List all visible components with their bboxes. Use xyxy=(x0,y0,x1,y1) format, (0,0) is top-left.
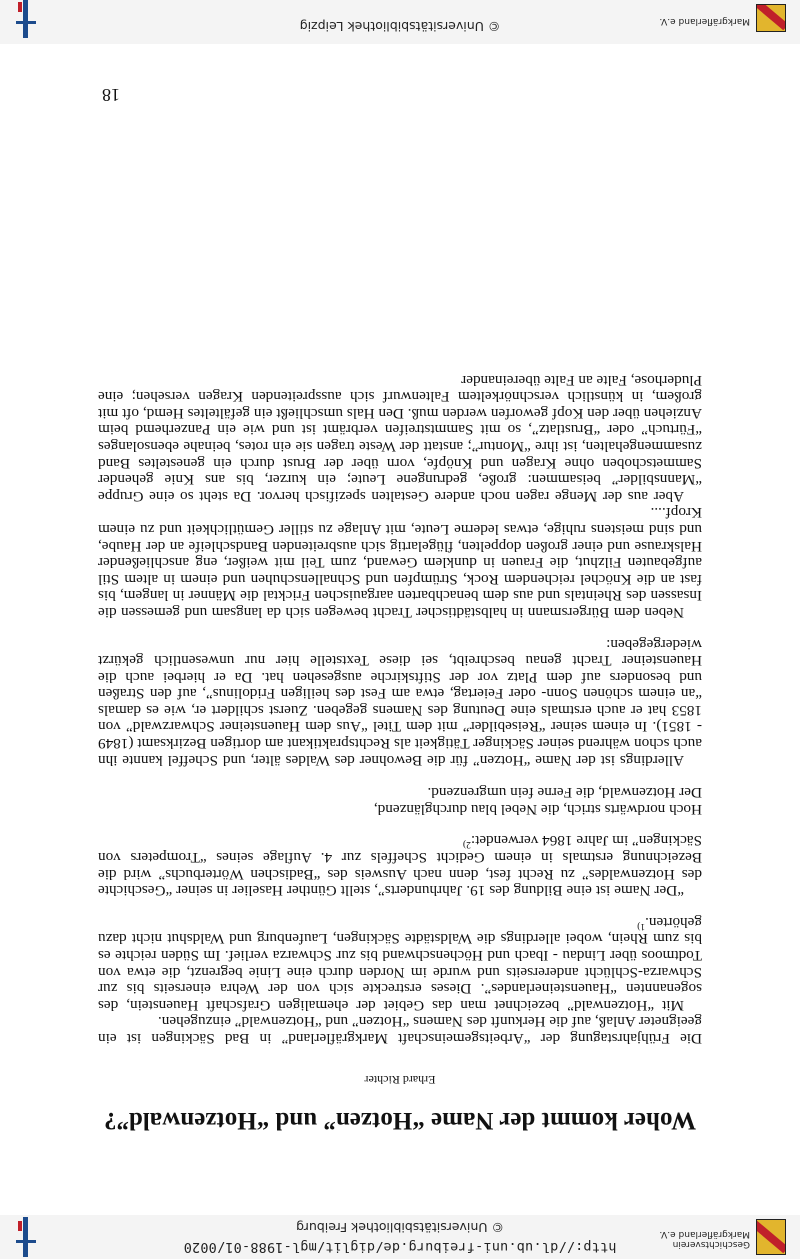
university-library-logo-icon xyxy=(14,0,38,38)
society-line: Markgräflerland e.V. xyxy=(659,1229,750,1239)
viewer-top-bar xyxy=(0,1215,800,1259)
paragraph: “Der Name ist eine Bildung des 19. Jahrhunderts”, stellt Günther Haselier in seiner “Geschichte des Hotzenwaldes” zu Recht fest, denn nach Ausweis des “Badischen Wörterbuchs” wird die Bezeichnung erstmals in einem Gedicht Scheffels zur 4. Auflage seines “Trompeters von Säckingen” im Jahre 1864 verwendet: xyxy=(98,832,702,900)
university-library-logo-icon xyxy=(14,1217,38,1257)
article xyxy=(98,371,702,1135)
verse-line: Der Hotzenwald, die Ferne fein umgrenzend. xyxy=(427,784,702,802)
verse-line: Hoch nordwärts strich, die Nebel blau durchglänzend, xyxy=(373,800,702,818)
paragraph: Allerdings ist der Name “Hotzen” für die Bewohner des Waldes älter, und Scheffel kannte ihn auch schon während seiner Säckinger Tätigkeit als Rechtspraktikant am dortigen Bezirksamt (1849 - 1851). In einem seiner “Reisebilder” mit dem Titel “Aus dem Hauensteiner Schwarzwald” von 1853 hat er auch erstmals eine Deutung des Namens gegeben. Zuerst schildert er, wie es damals “an einem schönen Sonn- oder Feiertag, etwa am Fest des heiligen Fridolinus”, auf den Straßen und besonders auf dem Platz vor der Stiftskirche ausgesehen hat. Da er hierbei auch die Hauensteiner Tracht genau beschreibt, sei diese Textstelle hier nur unwesentlich gekürzt wiedergegeben: xyxy=(98,635,702,769)
article-title: Woher kommt der Name “Hotzen” und “Hotzenwald”? xyxy=(103,1107,697,1134)
footnote-mark: 1) xyxy=(637,920,646,931)
paragraph: Neben dem Bürgersmann in halbstädtischer Tracht bewegen sich da langsam und gemessen die Insassen des Rheintals und aus dem benachbarten aargauischen Fricktal die Männer in langem, bis fast an die Knöchel reichendem Rock, Strümpfen und Schnallenschuhen und einem in altem Stil aufgebauten Filzhut, die Frauen in dunklem Gewand, zum Teil mit weißer, eng anschließender Halskrause und einer großen doppelten, flügelartig sich ausbreitenden Bandschleife an der Haube, und sind meistens ruhige, etwas lederne Leute, mit Anlage zu stiller Gemütlichkeit und zu einem Kropf.... xyxy=(98,504,702,621)
footnote-mark: 2) xyxy=(462,839,471,850)
library-credit: © Universitätsbibliothek Freiburg xyxy=(296,1220,504,1235)
viewer-bottom-bar xyxy=(0,0,800,44)
library-credit: © Universitätsbibliothek Leipzig xyxy=(299,19,501,34)
paragraph: Die Frühjahrstagung der “Arbeitsgemeinschaft Markgräflerland” in Bad Säckingen ist ein geeigneter Anlaß, auf die Herkunft des Namens “Hotzen” und “Hotzenwald” einzugehen. xyxy=(98,1013,702,1047)
page-number: 18 xyxy=(102,85,120,105)
article-author: Erhard Richter xyxy=(364,1073,436,1087)
society-line: Markgräflerland e.V. xyxy=(659,16,750,26)
verse-quote xyxy=(98,784,702,817)
society-line: Geschichtsverein xyxy=(672,1239,750,1249)
document-page xyxy=(0,44,800,1215)
paragraph: Mit “Hotzenwald” bezeichnet man das Gebiet der ehemaligen Grafschaft Hauenstein, des sogenannten “Hauensteinerlandes”. Dieses erstreckte sich von der Wehra einerseits bis zur Schwarza-Schlücht andererseits und wurde im Norden durch eine Linie begrenzt, die etwa von Todtmoos über Lindau - Ibach und Höchenschwand bis zur Schwarza verlief. Im Süden reichte es bis zum Rhein, wobei allerdings die Waldstädte Säckingen, Laufenburg und Waldshut nicht dazu gehörten. xyxy=(98,913,702,1014)
paragraph: Aber aus der Menge ragen noch andere Gestalten spezifisch hervor. Da steht so eine Gruppe “Mannsbilder” beisammen: große, gedrungene Leute; ein kurzer, bis ans Knie gehender Sammetschoben ohne Kragen und Knöpfe, vorn über der Brust durch ein genesteltes Band zusammengehalten, ist ihre “Montur”; anstatt der Weste tragen sie ein rotes, beinahe ebensolanges “Fürtuch” oder “Brustlatz”, so mit Sammtstreifen verbrämt ist und wie ein Panzerhemd beim Anziehen über den Kopf geworfen werden muß. Den Hals umschließt ein gefälteltes Hemd, oft mit großem, in künstlich verschnörkeltem Faltenwurf sich ausspreitenden Kragen versehen; eine Pluderhose, Falte an Falte übereinander xyxy=(98,371,702,505)
document-url-link[interactable]: http://dl.ub.uni-freiburg.de/diglit/mgl-1988-01/0020 xyxy=(183,1239,617,1255)
